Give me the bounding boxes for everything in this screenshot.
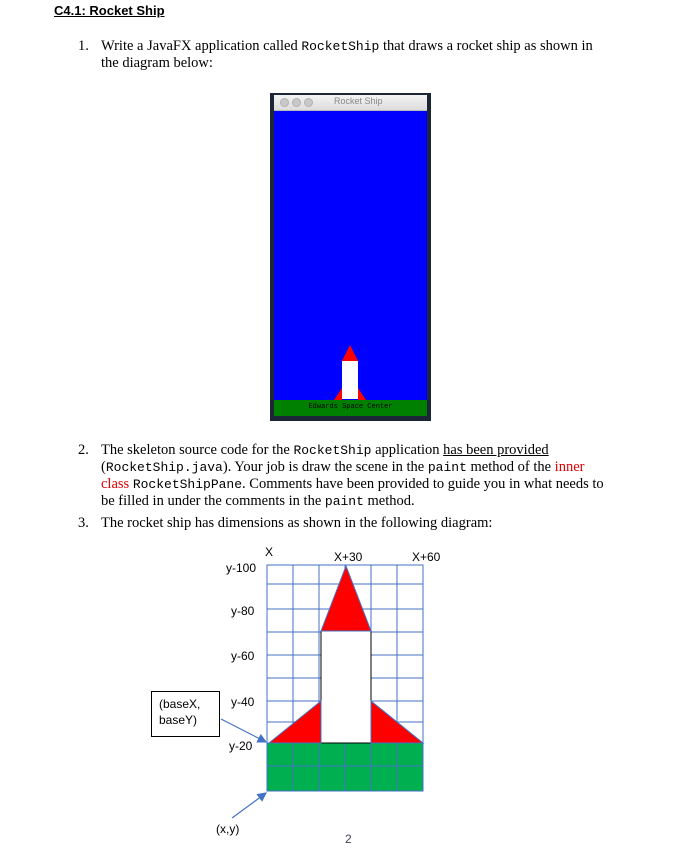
window-title: Rocket Ship bbox=[334, 96, 383, 106]
origin-arrow bbox=[232, 793, 266, 818]
x-label-x: X bbox=[265, 545, 274, 559]
item-3-number: 3. bbox=[78, 515, 89, 531]
x-label-x30: X+30 bbox=[334, 550, 363, 564]
item-2-text: The skeleton source code for the RocketShip application has been provided (RocketShip.java). Your job is draw the scene in the paint method of the inner class RocketShipPane. Comments have been provided to guide you in what needs to be filled in under the comments in the paint method. bbox=[101, 442, 604, 509]
item-1-text: Write a JavaFX application called RocketShip that draws a rocket ship as shown in the diagram below: bbox=[101, 38, 593, 71]
page-heading: C4.1: Rocket Ship bbox=[54, 3, 165, 18]
y-label-40: y-40 bbox=[231, 695, 255, 709]
code-rocketship: RocketShip bbox=[301, 39, 380, 54]
item-3-text: The rocket ship has dimensions as shown in the following diagram: bbox=[101, 515, 493, 531]
item-1-number: 1. bbox=[78, 38, 89, 54]
diagram-rocket-nose bbox=[321, 566, 371, 631]
origin-label: (x,y) bbox=[216, 822, 240, 836]
base-callout: (baseX, baseY) bbox=[151, 691, 220, 737]
page-number: 2 bbox=[345, 832, 352, 846]
ground-label: Edwards Space Center bbox=[308, 403, 393, 411]
y-label-20: y-20 bbox=[229, 739, 253, 753]
y-label-60: y-60 bbox=[231, 649, 255, 663]
y-label-80: y-80 bbox=[231, 604, 255, 618]
diagram-rocket-body bbox=[321, 631, 371, 743]
item-2-number: 2. bbox=[78, 442, 89, 458]
provided-link-text: has been provided bbox=[443, 442, 549, 458]
y-label-100: y-100 bbox=[226, 561, 257, 575]
x-label-x60: X+60 bbox=[412, 550, 441, 564]
callout-arrow bbox=[221, 719, 266, 742]
